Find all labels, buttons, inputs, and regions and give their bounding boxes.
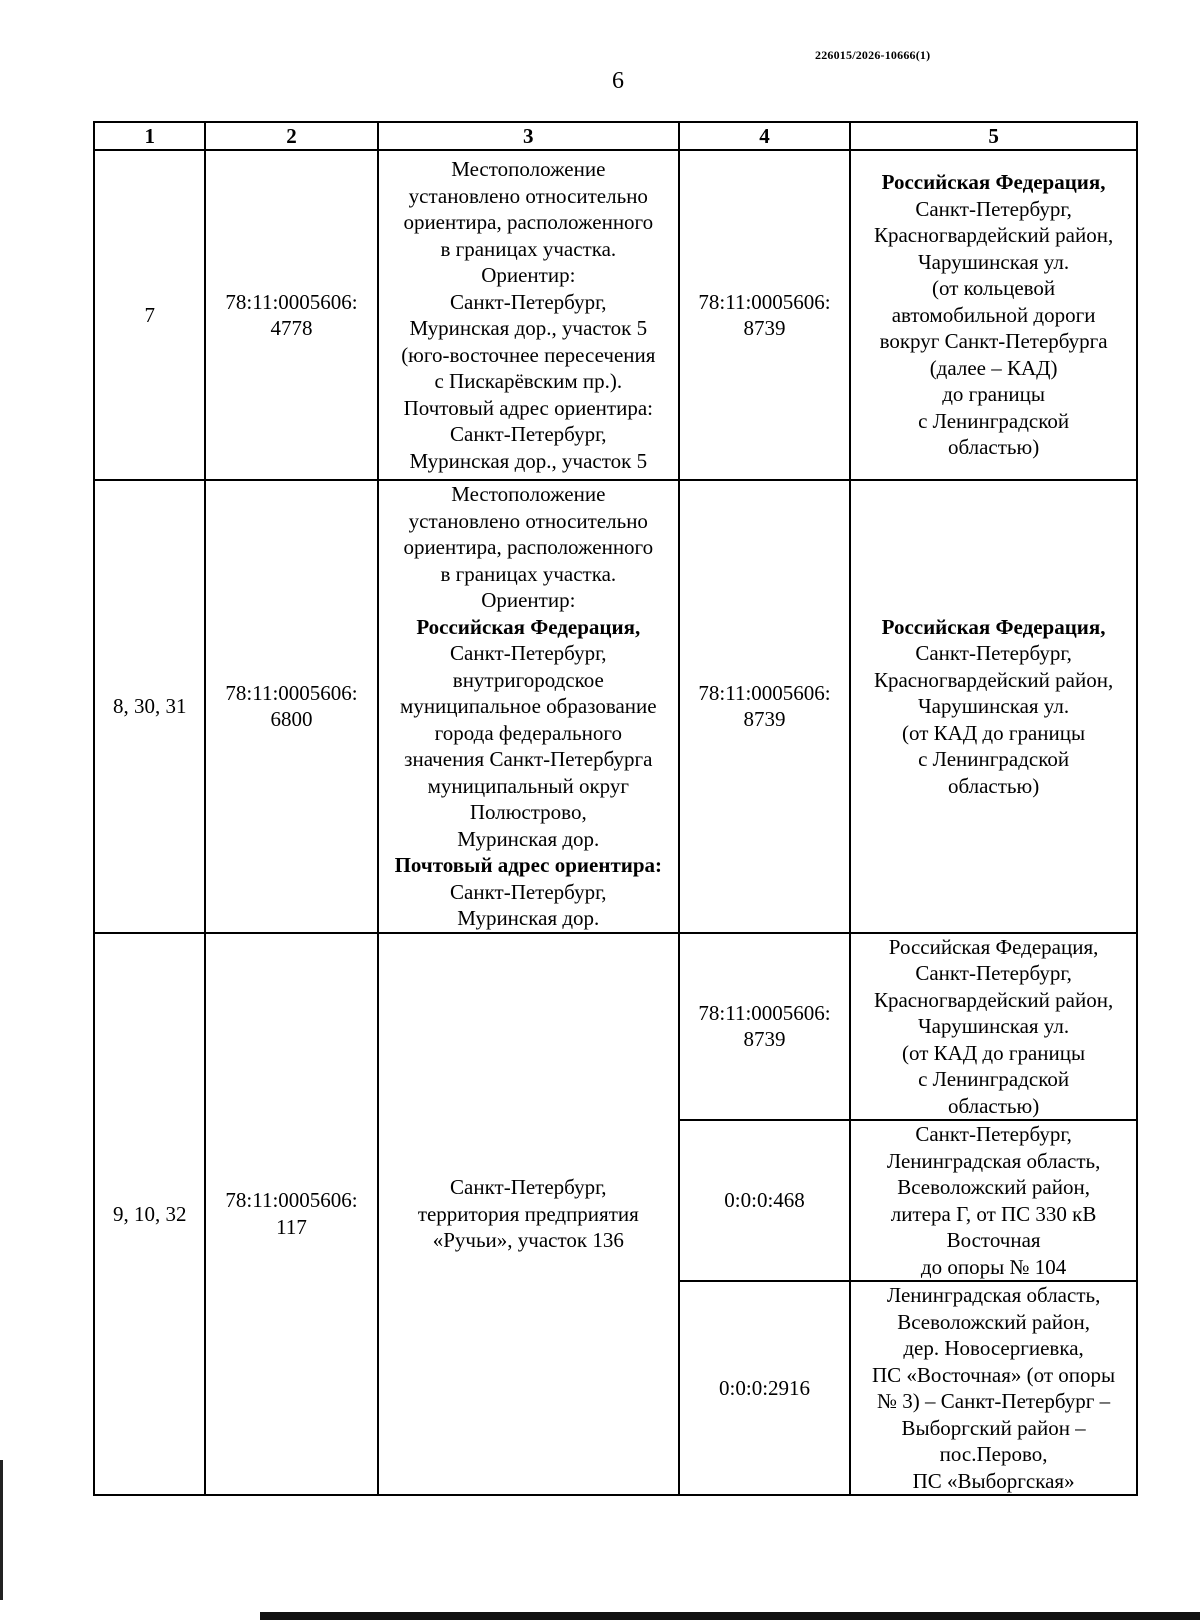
- location-line: Полюстрово,: [469, 800, 587, 824]
- location-line: (юго-восточнее пересечения: [401, 342, 656, 367]
- table-row: [94, 150, 1137, 480]
- address-line: ПС «Выборгская»: [912, 1468, 1075, 1493]
- location-line: в границах участка.: [440, 561, 617, 586]
- location-line: Санкт-Петербург,: [450, 422, 607, 446]
- scan-edge-mark: [0, 1460, 3, 1600]
- object-address-cell: [850, 933, 1137, 1121]
- location-line: Муринская дор., участок 5: [409, 448, 648, 473]
- address-line: Ленинградская область,: [886, 1148, 1101, 1173]
- object-cadastral-cell: [679, 933, 850, 1121]
- header-row: [94, 122, 1137, 150]
- address-line: автомобильной дороги: [891, 302, 1096, 327]
- address-line: Санкт-Петербург,: [915, 1122, 1072, 1146]
- location-line: муниципальное образование: [400, 694, 657, 718]
- location-line: территория предприятия: [417, 1201, 639, 1226]
- address-line: областью): [947, 435, 1040, 460]
- address-line: (от кольцевой: [932, 276, 1056, 301]
- location-line: города федерального: [434, 720, 622, 745]
- location-line: Ориентир:: [481, 588, 576, 612]
- cadastral-line: 0:0:0:2916: [719, 1375, 811, 1400]
- location-line: Почтовый адрес ориентира:: [394, 853, 663, 877]
- cadastral-line: 78:11:0005606:: [225, 1188, 358, 1213]
- address-line: дер. Новосергиевка,: [903, 1336, 1084, 1360]
- location-line: Санкт-Петербург,: [450, 1175, 607, 1199]
- object-address-cell: [850, 480, 1137, 933]
- location-line: ориентира, расположенного: [403, 210, 654, 234]
- cadastral-number-cell: [205, 933, 377, 1496]
- address-line: Российская Федерация,: [888, 934, 1099, 959]
- object-address-cell: [850, 1120, 1137, 1281]
- location-line: муниципальный округ: [427, 773, 630, 798]
- address-line: Всеволожский район,: [897, 1309, 1090, 1334]
- scan-bottom-bar: [260, 1612, 1200, 1620]
- address-line: областью): [947, 773, 1040, 798]
- address-line: областью): [947, 1093, 1040, 1118]
- document-number: 226015/2026-10666(1): [815, 48, 931, 62]
- cadastral-line: 78:11:0005606:: [698, 1000, 831, 1025]
- table-row: [94, 933, 1137, 1121]
- cadastral-line: 8739: [743, 1027, 786, 1052]
- land-plots-table: [93, 121, 1138, 1496]
- address-line: вокруг Санкт-Петербурга: [879, 329, 1108, 354]
- address-line: Ленинградская область,: [886, 1283, 1101, 1307]
- cadastral-line: 78:11:0005606:: [225, 289, 358, 314]
- address-line: Российская Федерация,: [881, 614, 1106, 639]
- location-line: с Пискарёвским пр.).: [434, 369, 623, 393]
- location-line: Санкт-Петербург,: [450, 879, 607, 904]
- object-address-cell: [850, 150, 1137, 480]
- location-cell: [378, 933, 679, 1496]
- cadastral-line: 78:11:0005606:: [698, 289, 831, 314]
- address-line: Санкт-Петербург,: [915, 196, 1072, 221]
- cadastral-line: 117: [276, 1214, 307, 1239]
- address-line: (от КАД до границы: [902, 1040, 1086, 1065]
- address-line: Всеволожский район,: [897, 1175, 1090, 1199]
- cadastral-line: 8739: [743, 707, 786, 732]
- address-line: Красногвардейский район,: [873, 987, 1114, 1012]
- address-line: ПС «Восточная» (от опоры: [872, 1362, 1116, 1387]
- address-line: Красногвардейский район,: [873, 223, 1114, 248]
- location-line: Почтовый адрес ориентира:: [403, 395, 653, 420]
- cadastral-line: 6800: [270, 707, 313, 732]
- location-line: Муринская дор., участок 5: [409, 316, 648, 340]
- location-line: Местоположение: [451, 157, 606, 181]
- location-line: Санкт-Петербург,: [450, 641, 607, 665]
- row-number-cell: 8, 30, 31: [94, 480, 205, 933]
- column-header-2: 2: [205, 122, 377, 150]
- location-line: «Ручьи», участок 136: [432, 1228, 624, 1252]
- cadastral-line: 8739: [743, 316, 786, 340]
- location-line: Муринская дор.: [457, 826, 600, 851]
- cadastral-number-cell: [205, 480, 377, 933]
- location-line: установлено относительно: [408, 508, 648, 533]
- column-header-3: 3: [378, 122, 679, 150]
- location-cell: [378, 480, 679, 933]
- location-line: значения Санкт-Петербурга: [404, 747, 653, 771]
- address-line: Санкт-Петербург,: [915, 641, 1072, 665]
- object-address-cell: [850, 1281, 1137, 1495]
- address-line: с Ленинградской: [918, 747, 1070, 771]
- address-line: до границы: [942, 382, 1045, 407]
- address-line: № 3) – Санкт-Петербург –: [876, 1389, 1111, 1413]
- address-line: Красногвардейский район,: [873, 667, 1114, 692]
- table-row: [94, 480, 1137, 933]
- location-line: Российская Федерация,: [416, 614, 641, 639]
- object-cadastral-cell: [679, 1120, 850, 1281]
- address-line: пос.Перово,: [939, 1442, 1048, 1466]
- address-line: с Ленинградской: [918, 1067, 1070, 1091]
- cadastral-line: 0:0:0:468: [724, 1188, 805, 1213]
- address-line: Санкт-Петербург,: [915, 961, 1072, 985]
- address-line: Восточная: [946, 1228, 1041, 1252]
- location-cell: [378, 150, 679, 480]
- address-line: (от КАД до границы: [902, 720, 1086, 745]
- cadastral-line: 4778: [270, 316, 313, 340]
- location-line: Санкт-Петербург,: [450, 289, 607, 314]
- object-cadastral-cell: [679, 480, 850, 933]
- location-line: внутригородское: [452, 667, 604, 692]
- address-line: Выборгский район –: [901, 1415, 1086, 1440]
- location-line: ориентира, расположенного: [403, 535, 654, 559]
- location-line: Ориентир:: [481, 263, 576, 287]
- address-line: Чарушинская ул.: [918, 694, 1070, 718]
- column-header-4: 4: [679, 122, 850, 150]
- column-header-5: 5: [850, 122, 1137, 150]
- address-line: с Ленинградской: [918, 408, 1070, 433]
- cadastral-number-cell: [205, 150, 377, 480]
- object-cadastral-cell: [679, 1281, 850, 1495]
- address-line: Чарушинская ул.: [918, 1014, 1070, 1038]
- address-line: до опоры № 104: [920, 1254, 1067, 1279]
- address-line: (далее – КАД): [929, 355, 1058, 380]
- address-line: литера Г, от ПС 330 кВ: [890, 1201, 1097, 1226]
- address-line: Чарушинская ул.: [918, 249, 1070, 274]
- row-number-cell: 7: [94, 150, 205, 480]
- cadastral-line: 78:11:0005606:: [225, 680, 358, 705]
- location-line: установлено относительно: [408, 183, 648, 208]
- page-number: 6: [612, 68, 624, 94]
- row-number-cell: 9, 10, 32: [94, 933, 205, 1496]
- object-cadastral-cell: [679, 150, 850, 480]
- column-header-1: 1: [94, 122, 205, 150]
- address-line: Российская Федерация,: [881, 170, 1106, 195]
- location-line: в границах участка.: [440, 236, 617, 261]
- location-line: Местоположение: [451, 482, 606, 506]
- location-line: Муринская дор.: [457, 906, 600, 930]
- cadastral-line: 78:11:0005606:: [698, 680, 831, 705]
